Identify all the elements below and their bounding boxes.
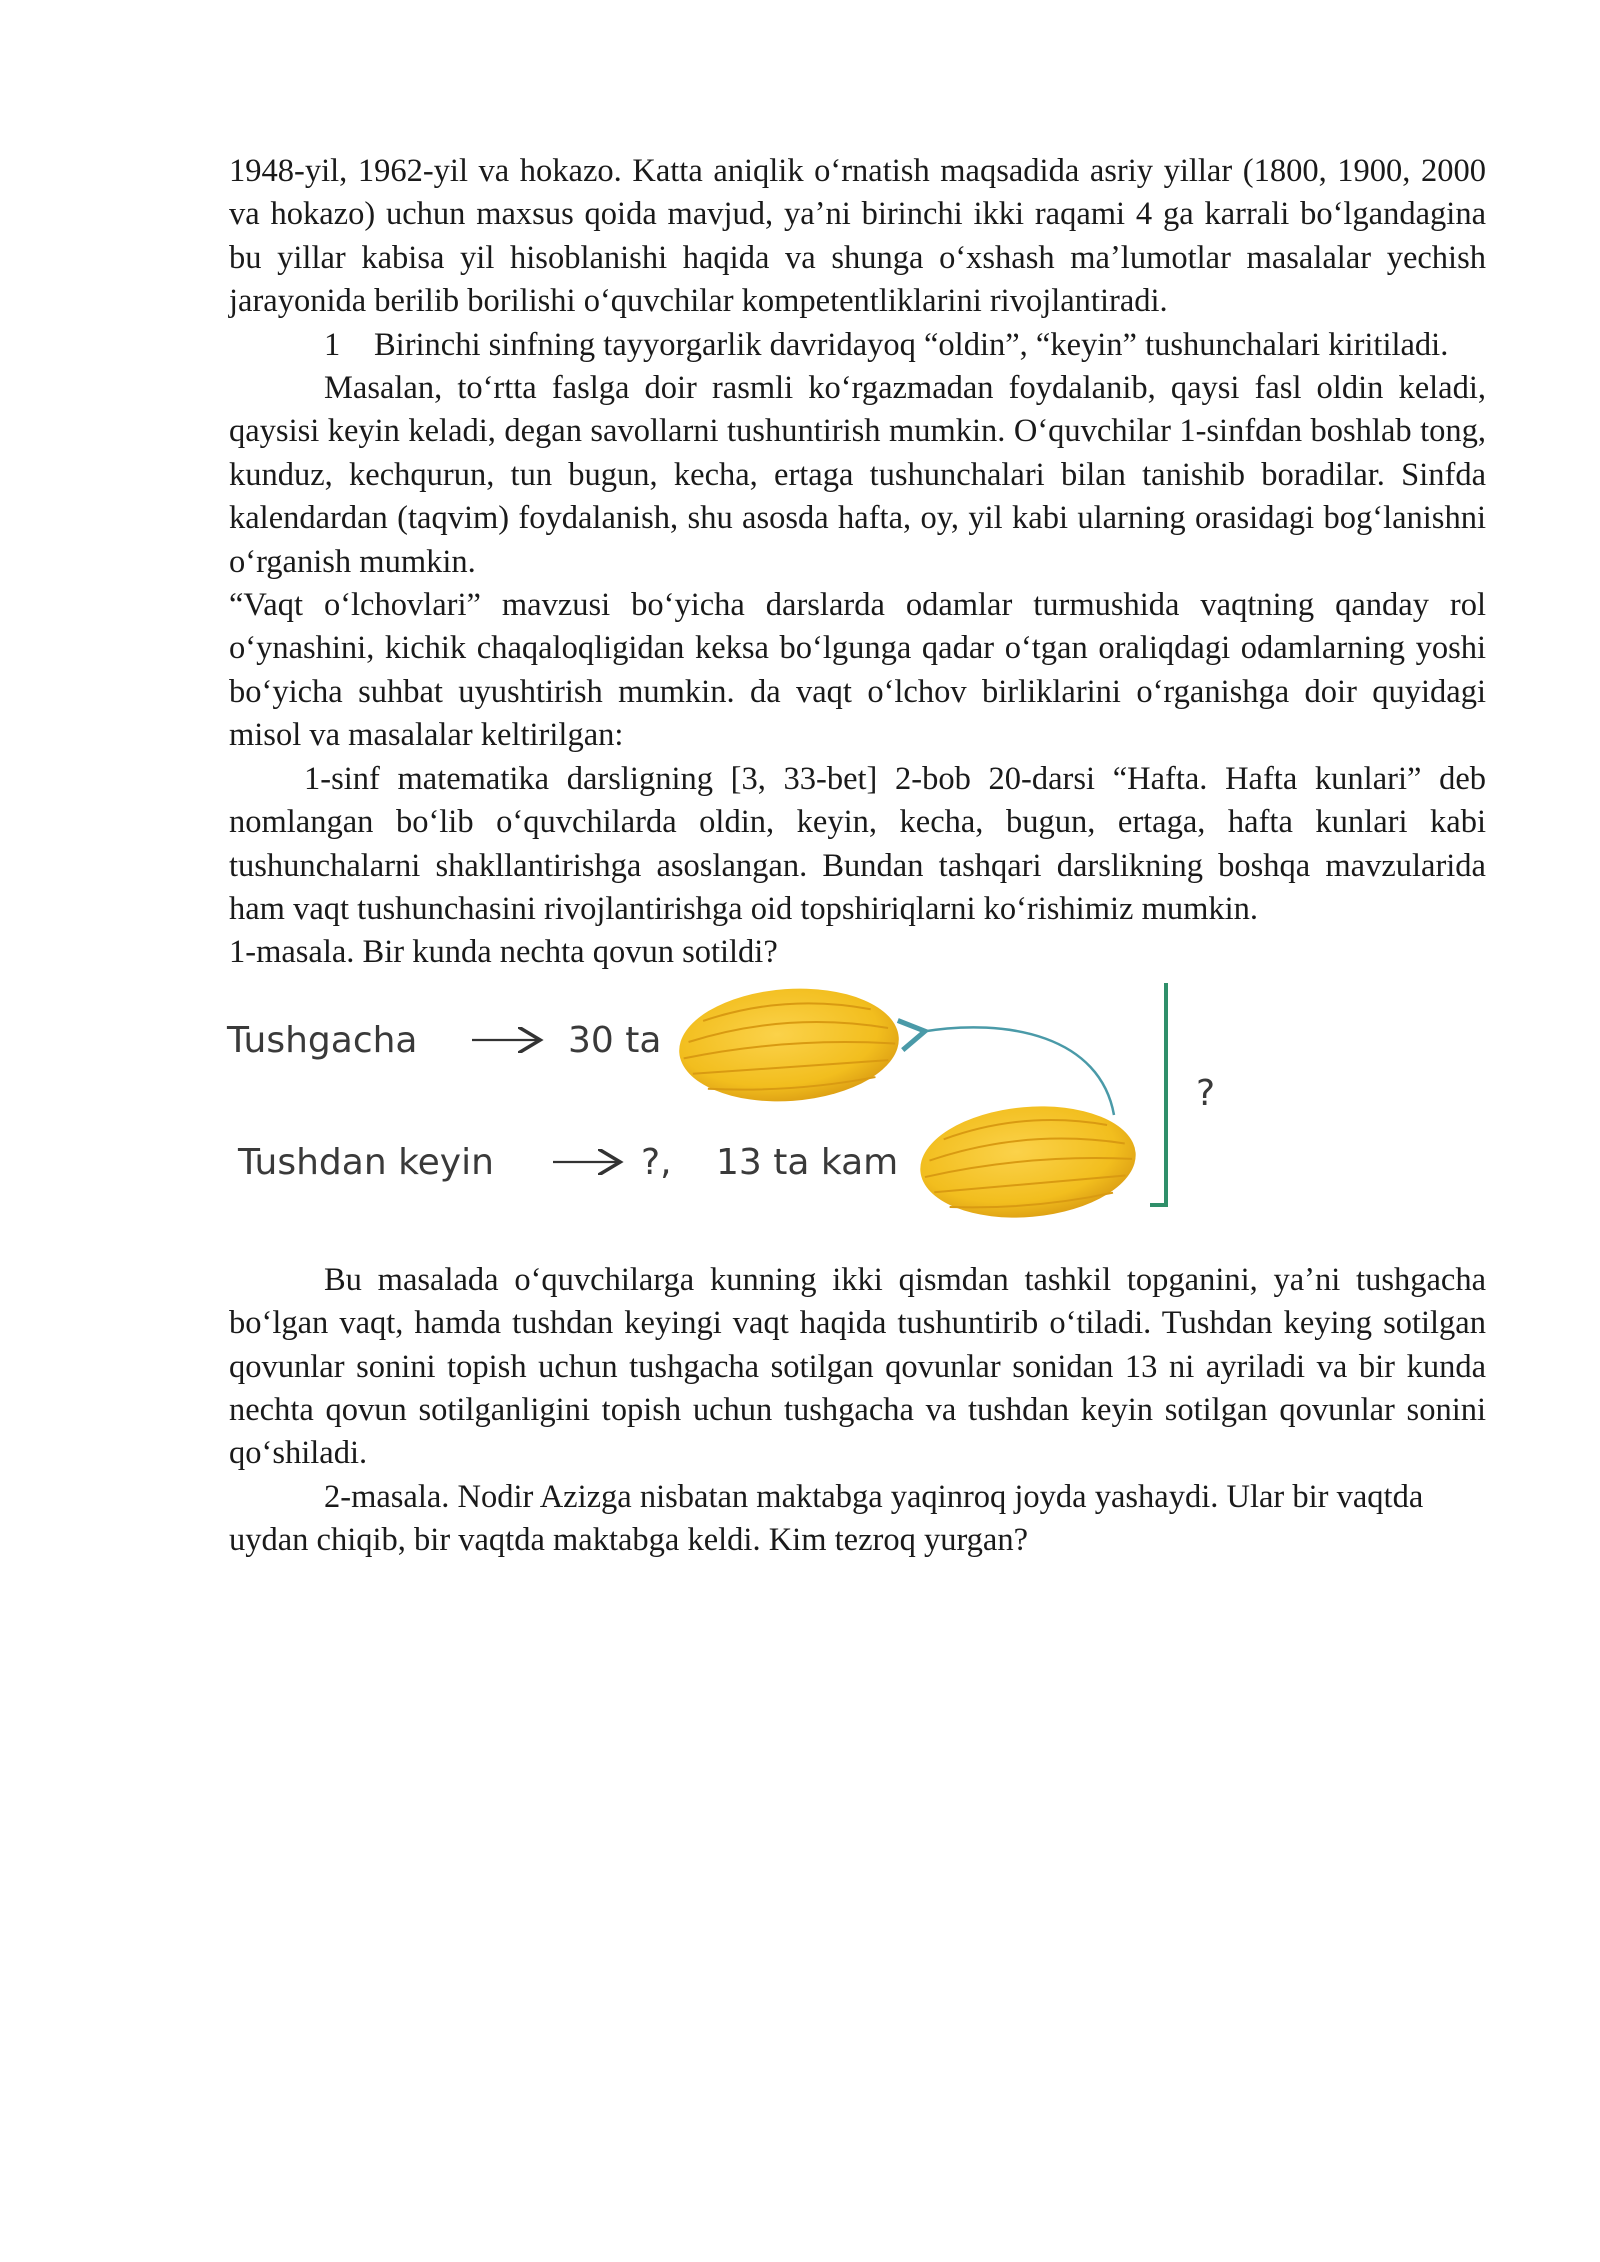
paragraph-numbered-1 [229,324,1486,367]
total-bracket [1150,983,1166,1205]
paragraph-time-measures: “Vaqt oʻlchovlari” mavzusi boʻyicha darslarda odamlar turmushida vaqtning qanday rol oʻynashini, kichik chaqaloqligidan keksa boʻlgunga qadar oʻtgan oraliqdagi odamlarning yoshi boʻyicha suhbat uyushtirish mumkin. da vaqt oʻlchov birliklarini oʻrganishga doir quyidagi misol va masalalar keltirilgan: [229,587,1486,754]
paragraph-number: 1 [324,326,341,363]
document-page [229,150,1486,1563]
paragraph-intro: 1948-yil, 1962-yil va hokazo. Katta aniqlik oʻrnatish maqsadida asriy yillar (1800, 1900, 2000 va hokazo) uchun maxsus qoida mavjud, yaʼni birinchi ikki raqami 4 ga karrali boʻlgandagina bu yillar kabisa yil hisoblanishi haqida va shunga oʻxshash maʼlumotlar masalalar yechish jarayonida berilib borilishi oʻquvchilar kompetentliklarini rivojlantiradi. [229,153,1486,320]
problem-1-title: 1-masala. Bir kunda nechta qovun sotildi? [229,934,778,971]
row2-value: ?, [641,1141,672,1183]
melon-diagram [0,977,1600,1237]
paragraph-numbered-text: Birinchi sinfning tayyorgarlik davridayoq “oldin”, “keyin” tushunchalari kiritiladi. [374,326,1449,363]
total-question: ? [1196,1072,1216,1114]
melon-icon-1 [675,981,902,1108]
melon-problem-figure [229,977,1486,1237]
row2-label: Tushdan keyin [238,1141,494,1183]
melon-icon-2 [916,1098,1141,1226]
row2-difference: 13 ta kam [716,1141,899,1183]
paragraph-explanation: Bu masalada oʻquvchilarga kunning ikki qismdan tashkil topganini, yaʼni tushgacha boʻlgan vaqt, hamda tushdan keyingi vaqt haqida tushuntirib oʻtiladi. Tushdan keying sotilgan qovunlar sonini topish uchun tushgacha sotilgan qovunlar sonidan 13 ni ayriladi va bir kunda nechta qovun sotilganligini topish uchun tushgacha va tushdan keyin sotilgan qovunlar sonini qoʻshiladi. [229,1261,1486,1472]
paragraph-seasons: Masalan, toʻrtta faslga doir rasmli koʻrgazmadan foydalanib, qaysi fasl oldin keladi, qaysisi keyin keladi, degan savollarni tushuntirish mumkin. Oʻquvchilar 1-sinfdan boshlab tong, kunduz, kechqurun, tun bugun, kecha, ertaga tushunchalari bilan tanishib boradilar. Sinfda kalendardan (taqvim) foydalanish, shu asosda hafta, oy, yil kabi ularning orasidagi bogʻlanishni oʻrganish mumkin. [229,370,1486,580]
paragraph-textbook: 1-sinf matematika darsligning [3, 33-bet] 2-bob 20-darsi “Hafta. Hafta kunlari” deb nomlangan boʻlib oʻquvchilarda oldin, keyin, kecha, bugun, ertaga, hafta kunlari kabi tushunchalarni shakllantirishga asoslangan. Bundan tashqari darslikning boshqa mavzularida ham vaqt tushunchasini rivojlantirishga oid topshiriqlarni koʻrishimiz mumkin. [229,760,1486,927]
comparison-arrow [920,1027,1114,1115]
problem-2-line-1: 2-masala. Nodir Azizga nisbatan maktabga yaqinroq joyda yashaydi. Ular bir vaqtda [324,1478,1424,1515]
row1-label: Tushgacha [227,1019,418,1061]
problem-2-line-2: uydan chiqib, bir vaqtda maktabga keldi. Kim tezroq yurgan? [229,1522,1029,1559]
row1-value: 30 ta [568,1019,662,1061]
